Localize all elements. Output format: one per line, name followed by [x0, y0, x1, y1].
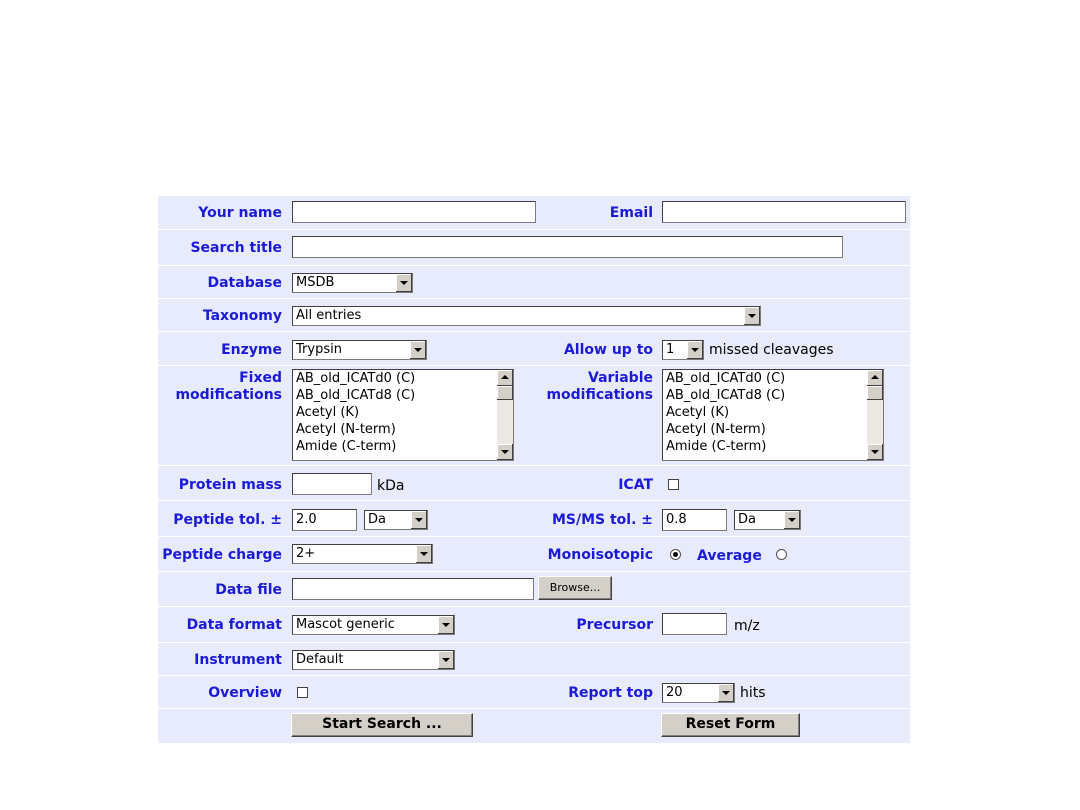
missed-cleavages-select[interactable] — [662, 340, 704, 360]
row-enzyme — [158, 332, 910, 366]
peptide-tol-label: Peptide tol. ± — [173, 512, 282, 528]
variable-modifications-label-line1: Variable — [588, 370, 653, 386]
row-overview — [158, 676, 910, 709]
instrument-label: Instrument — [194, 652, 282, 668]
chevron-down-icon[interactable] — [437, 616, 454, 634]
chevron-down-icon[interactable] — [686, 341, 703, 359]
protein-mass-input[interactable] — [292, 473, 372, 495]
precursor-input[interactable] — [662, 613, 727, 635]
peptide-charge-select[interactable] — [292, 544, 433, 564]
data-format-selected-value: Mascot generic — [296, 617, 395, 632]
fixed-modifications-scrollbar[interactable] — [497, 370, 513, 460]
scroll-up-arrow-icon[interactable] — [497, 370, 513, 386]
peptide-charge-label: Peptide charge — [162, 547, 282, 563]
chevron-down-icon[interactable] — [410, 511, 427, 529]
row-taxonomy — [158, 299, 910, 332]
msms-tol-label: MS/MS tol. ± — [551, 512, 653, 528]
list-item[interactable]: AB_old_ICATd0 (C) — [296, 371, 416, 386]
list-item[interactable]: Acetyl (K) — [296, 405, 360, 420]
list-item[interactable]: Acetyl (N-term) — [296, 422, 396, 437]
report-top-select[interactable] — [662, 683, 735, 703]
browse-button[interactable]: Browse... — [538, 576, 612, 600]
missed-cleavages-selected-value: 1 — [666, 342, 675, 357]
search-title-label: Search title — [190, 240, 282, 256]
row-modifications — [158, 366, 910, 466]
chevron-down-icon[interactable] — [743, 307, 760, 325]
row-protein-mass — [158, 466, 910, 501]
chevron-down-icon[interactable] — [717, 684, 734, 702]
list-item[interactable]: AB_old_ICATd0 (C) — [666, 371, 786, 386]
precursor-label: Precursor — [576, 617, 653, 633]
variable-modifications-scrollbar[interactable] — [867, 370, 883, 460]
scroll-up-arrow-icon[interactable] — [867, 370, 883, 386]
data-format-select[interactable] — [292, 615, 455, 635]
peptide-tol-unit-value: Da — [368, 512, 386, 527]
report-top-suffix: hits — [740, 685, 766, 701]
row-charge — [158, 537, 910, 572]
fixed-modifications-label-line1: Fixed — [239, 370, 282, 386]
row-database — [158, 266, 910, 299]
scroll-down-arrow-icon[interactable] — [497, 444, 513, 460]
data-format-label: Data format — [186, 617, 282, 633]
row-data-file — [158, 572, 910, 607]
protein-mass-unit: kDa — [377, 478, 405, 494]
taxonomy-selected-value: All entries — [296, 308, 362, 323]
peptide-charge-selected-value: 2+ — [296, 546, 316, 561]
peptide-tol-unit-select[interactable] — [364, 510, 428, 530]
enzyme-label: Enzyme — [221, 342, 282, 358]
email-input[interactable] — [662, 201, 906, 223]
list-item[interactable]: Amide (C-term) — [666, 439, 767, 454]
report-top-selected-value: 20 — [666, 685, 683, 700]
average-radio[interactable] — [776, 549, 787, 560]
row-instrument — [158, 643, 910, 676]
overview-checkbox[interactable] — [297, 687, 308, 698]
precursor-unit: m/z — [734, 618, 760, 634]
fixed-modifications-listbox[interactable] — [292, 369, 514, 461]
monoisotopic-radio[interactable] — [670, 549, 681, 560]
list-item[interactable]: Amide (C-term) — [296, 439, 397, 454]
chevron-down-icon[interactable] — [409, 341, 426, 359]
missed-cleavages-suffix: missed cleavages — [709, 342, 834, 358]
start-search-button[interactable]: Start Search ... — [291, 713, 473, 737]
taxonomy-label: Taxonomy — [202, 308, 282, 324]
list-item[interactable]: AB_old_ICATd8 (C) — [296, 388, 416, 403]
your-name-label: Your name — [198, 205, 282, 221]
variable-modifications-listbox[interactable] — [662, 369, 884, 461]
search-title-input[interactable] — [292, 236, 843, 258]
enzyme-select[interactable] — [292, 340, 427, 360]
reset-form-button[interactable]: Reset Form — [661, 713, 800, 737]
scroll-down-arrow-icon[interactable] — [867, 444, 883, 460]
taxonomy-select[interactable] — [292, 306, 761, 326]
scroll-thumb[interactable] — [867, 386, 883, 400]
data-file-label: Data file — [215, 582, 282, 598]
database-selected-value: MSDB — [296, 275, 335, 290]
chevron-down-icon[interactable] — [437, 651, 454, 669]
icat-checkbox[interactable] — [668, 479, 679, 490]
chevron-down-icon[interactable] — [783, 511, 800, 529]
email-label: Email — [609, 205, 653, 221]
database-select[interactable] — [292, 273, 413, 293]
row-name-email — [158, 196, 910, 230]
row-search-title — [158, 230, 910, 266]
list-item[interactable]: AB_old_ICATd8 (C) — [666, 388, 786, 403]
report-top-label: Report top — [568, 685, 653, 701]
list-item[interactable]: Acetyl (N-term) — [666, 422, 766, 437]
icat-label: ICAT — [618, 477, 653, 493]
your-name-input[interactable] — [292, 201, 536, 223]
scroll-thumb[interactable] — [497, 386, 513, 400]
enzyme-selected-value: Trypsin — [296, 342, 342, 357]
data-file-input[interactable] — [292, 578, 534, 600]
monoisotopic-label: Monoisotopic — [547, 547, 653, 563]
row-buttons — [158, 709, 910, 743]
overview-label: Overview — [208, 685, 282, 701]
variable-modifications-label — [546, 370, 653, 404]
average-label: Average — [697, 548, 762, 564]
msms-tol-unit-value: Da — [738, 512, 756, 527]
allow-up-to-label: Allow up to — [563, 342, 653, 358]
variable-modifications-label-line2: modifications — [546, 387, 653, 403]
list-item[interactable]: Acetyl (K) — [666, 405, 730, 420]
peptide-tol-input[interactable]: 2.0 — [292, 509, 357, 531]
protein-mass-label: Protein mass — [178, 477, 282, 493]
chevron-down-icon[interactable] — [415, 545, 432, 563]
row-tolerance — [158, 501, 910, 537]
instrument-selected-value: Default — [296, 652, 344, 667]
fixed-modifications-label — [175, 370, 282, 404]
fixed-modifications-label-line2: modifications — [175, 387, 282, 403]
mascot-search-form — [158, 196, 910, 743]
msms-tol-unit-select[interactable] — [734, 510, 801, 530]
database-label: Database — [207, 275, 282, 291]
msms-tol-input[interactable]: 0.8 — [662, 509, 727, 531]
row-data-format — [158, 607, 910, 643]
chevron-down-icon[interactable] — [395, 274, 412, 292]
instrument-select[interactable] — [292, 650, 455, 670]
